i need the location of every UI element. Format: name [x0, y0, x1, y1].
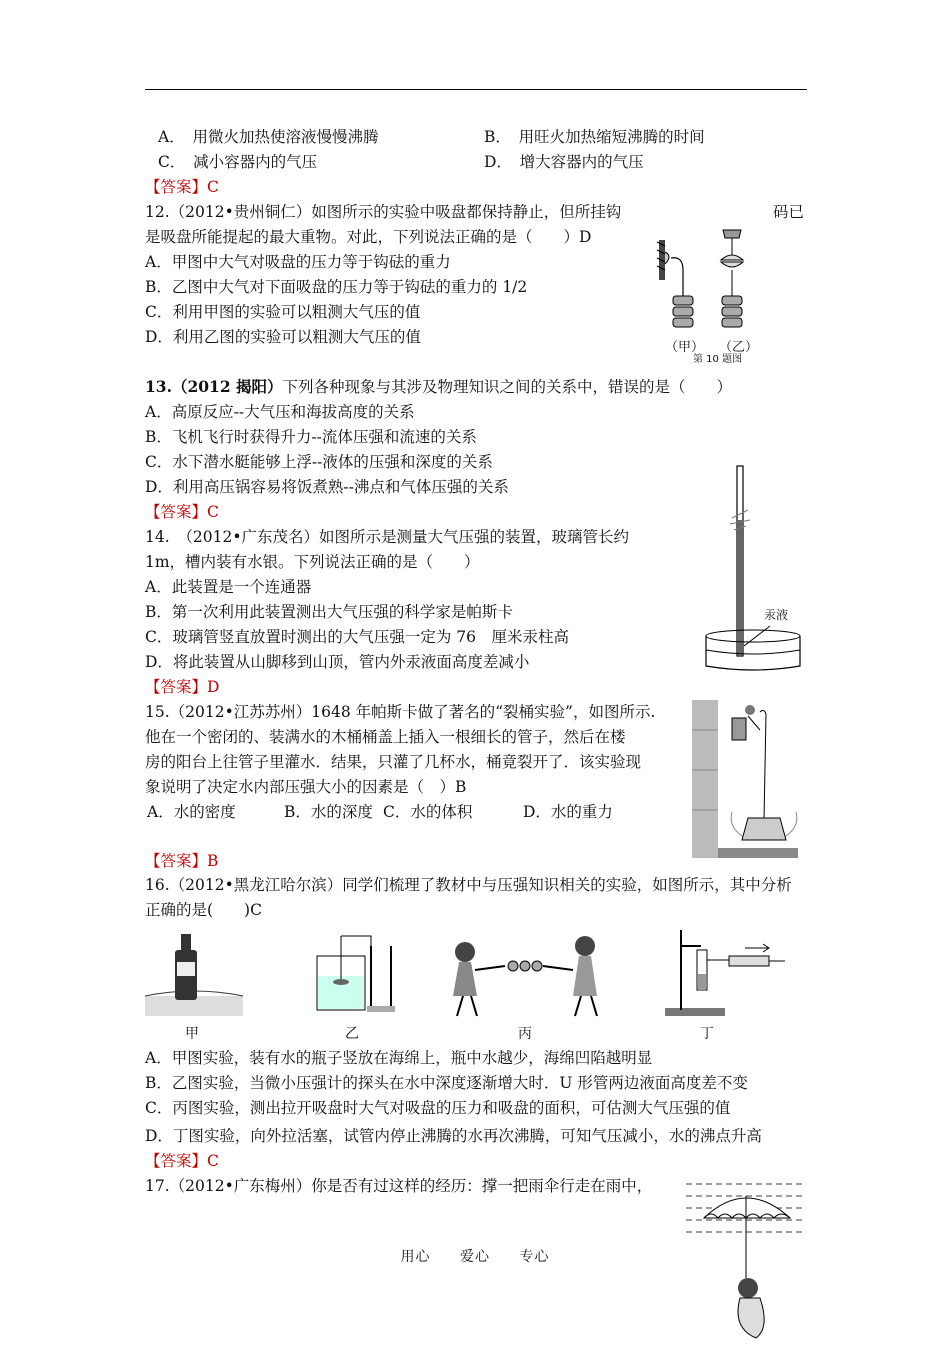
- q14-answer: [145, 676, 219, 698]
- q14-option-d: D．将此装置从山脚移到山顶，管内外汞液面高度差减小: [145, 653, 530, 671]
- q17-stem-1: 17.（2012•广东梅州）你是否有过这样的经历：撑一把雨伞行走在雨中，: [145, 1177, 653, 1195]
- q16-experiments-drawing: [145, 926, 807, 1022]
- answer-value: C: [207, 178, 219, 196]
- q13-option-b: B．飞机飞行时获得升力--流体压强和流速的关系: [145, 428, 477, 446]
- fig-label-bing: 丙: [518, 1026, 532, 1042]
- answer-tag: 【答案】: [145, 852, 208, 870]
- q15-answer: [145, 850, 218, 872]
- q12-option-d: D．利用乙图的实验可以粗测大气压的值: [145, 328, 421, 346]
- q16-option-c: C．丙图实验，测出拉开吸盘时大气对吸盘的压力和吸盘的面积，可估测大气压强的值: [145, 1099, 731, 1117]
- q14-option-c: C．玻璃管竖直放置时测出的大气压强一定为 76 厘米汞柱高: [145, 628, 570, 646]
- q13-answer: [145, 501, 219, 523]
- answer-tag: 【答案】: [145, 1152, 208, 1170]
- torricelli-drawing: [698, 460, 808, 675]
- q15-stem-4: 象说明了决定水内部压强大小的因素是（ ）B: [145, 778, 467, 796]
- page-footer: [0, 1246, 950, 1266]
- q12-option-b: B．乙图中大气对下面吸盘的压力等于钩砝的重力的 1/2: [145, 278, 528, 296]
- q15-stem-2: 他在一个密闭的、装满水的木桶桶盖上插入一根细长的管子，然后在楼: [145, 728, 626, 746]
- q13-stem-text: 下列各种现象与其涉及物理知识之间的关系中，错误的是（ ）: [282, 378, 733, 396]
- fig-label-mercury: 汞液: [764, 608, 789, 622]
- q13-option-c: C．水下潜水艇能够上浮--液体的压强和深度的关系: [145, 453, 493, 471]
- q16-option-a: A．甲图实验，装有水的瓶子竖放在海绵上，瓶中水越少，海绵凹陷越明显: [145, 1049, 653, 1067]
- q14-figure-torricelli-tube: [698, 460, 808, 675]
- q15-option-d: D．水的重力: [523, 803, 613, 821]
- suction-cup-drawing: [655, 226, 773, 338]
- q15-option-c: C．水的体积: [383, 803, 473, 821]
- footer-text-2: 爱心: [460, 1249, 490, 1265]
- fig-label-yi: 乙: [345, 1026, 359, 1042]
- header-rule: [145, 89, 807, 90]
- q14-stem-1: 14. （2012•广东茂名）如图所示是测量大气压强的装置，玻璃管长约: [145, 528, 629, 546]
- q13-number: 13.（2012 揭阳）: [145, 377, 283, 396]
- q14-option-b: B．第一次利用此装置测出大气压强的科学家是帕斯卡: [145, 603, 513, 621]
- q13-option-a: A．高原反应--大气压和海拔高度的关系: [145, 403, 415, 421]
- q15-figure-pascal-barrel: [692, 700, 798, 858]
- q11-option-d: D． 增大容器内的气压: [484, 153, 644, 171]
- fig-label-jia: （甲）: [665, 340, 705, 355]
- q12-stem-1: 12.（2012•贵州铜仁）如图所示的实验中吸盘都保持静止，但所挂钩: [145, 203, 622, 221]
- answer-value: D: [207, 678, 220, 696]
- fig-label-ding: 丁: [700, 1026, 714, 1042]
- q12-figure-suction-cups: [655, 226, 773, 365]
- q11-answer: [145, 176, 219, 198]
- q11-option-a: A． 用微火加热使溶液慢慢沸腾: [158, 128, 379, 146]
- q13-stem: [145, 376, 732, 398]
- fig-caption: 第 10 题图: [693, 354, 743, 365]
- q16-stem-1: 16.（2012•黑龙江哈尔滨）同学们梳理了教材中与压强知识相关的实验，如图所示，其中分析: [145, 876, 792, 894]
- answer-value: B: [207, 852, 219, 870]
- fig-label-yi: （乙）: [719, 340, 759, 355]
- answer-tag: 【答案】: [145, 178, 208, 196]
- q16-answer: [145, 1150, 219, 1172]
- q11-option-b: B． 用旺火加热缩短沸腾的时间: [484, 128, 705, 146]
- answer-tag: 【答案】: [145, 678, 208, 696]
- q15-stem-1: 15.（2012•江苏苏州）1648 年帕斯卡做了著名的“裂桶实验”，如图所示.: [145, 703, 656, 721]
- q13-option-d: D．利用高压锅容易将饭煮熟--沸点和气体压强的关系: [145, 478, 509, 496]
- q16-figure-strip: [145, 926, 807, 1046]
- q12-stem-1-end: 码已: [773, 203, 805, 221]
- q12-option-c: C．利用甲图的实验可以粗测大气压的值: [145, 303, 421, 321]
- q14-stem-2: 1m，槽内装有水银。下列说法正确的是（ ）: [145, 553, 480, 571]
- q16-option-d: D．丁图实验，向外拉活塞，试管内停止沸腾的水再次沸腾，可知气压减小，水的沸点升高: [145, 1127, 762, 1145]
- q16-stem-2: 正确的是( )C: [145, 901, 262, 919]
- q12-stem-2: 是吸盘所能提起的最大重物。对此，下列说法正确的是（ ）D: [145, 228, 592, 246]
- q16-option-b: B．乙图实验，当微小压强计的探头在水中深度逐渐增大时．U 形管两边液面高度差不变: [145, 1074, 748, 1092]
- q15-option-a: A．水的密度: [147, 803, 236, 821]
- pascal-barrel-drawing: [692, 700, 798, 858]
- q15-option-b: B．水的深度: [284, 803, 373, 821]
- q11-option-c: C． 减小容器内的气压: [158, 153, 318, 171]
- answer-value: C: [207, 1152, 219, 1170]
- footer-text-1: 用心: [400, 1249, 431, 1265]
- answer-tag: 【答案】: [145, 503, 208, 521]
- q14-option-a: A．此装置是一个连通器: [145, 578, 312, 596]
- q15-stem-3: 房的阳台上往管子里灌水．结果，只灌了几杯水，桶竟裂开了．该实验现: [145, 753, 642, 771]
- answer-value: C: [207, 503, 219, 521]
- fig-label-jia: 甲: [185, 1026, 199, 1042]
- q12-option-a: A．甲图中大气对吸盘的压力等于钩砝的重力: [145, 253, 451, 271]
- footer-text-3: 专心: [519, 1249, 550, 1265]
